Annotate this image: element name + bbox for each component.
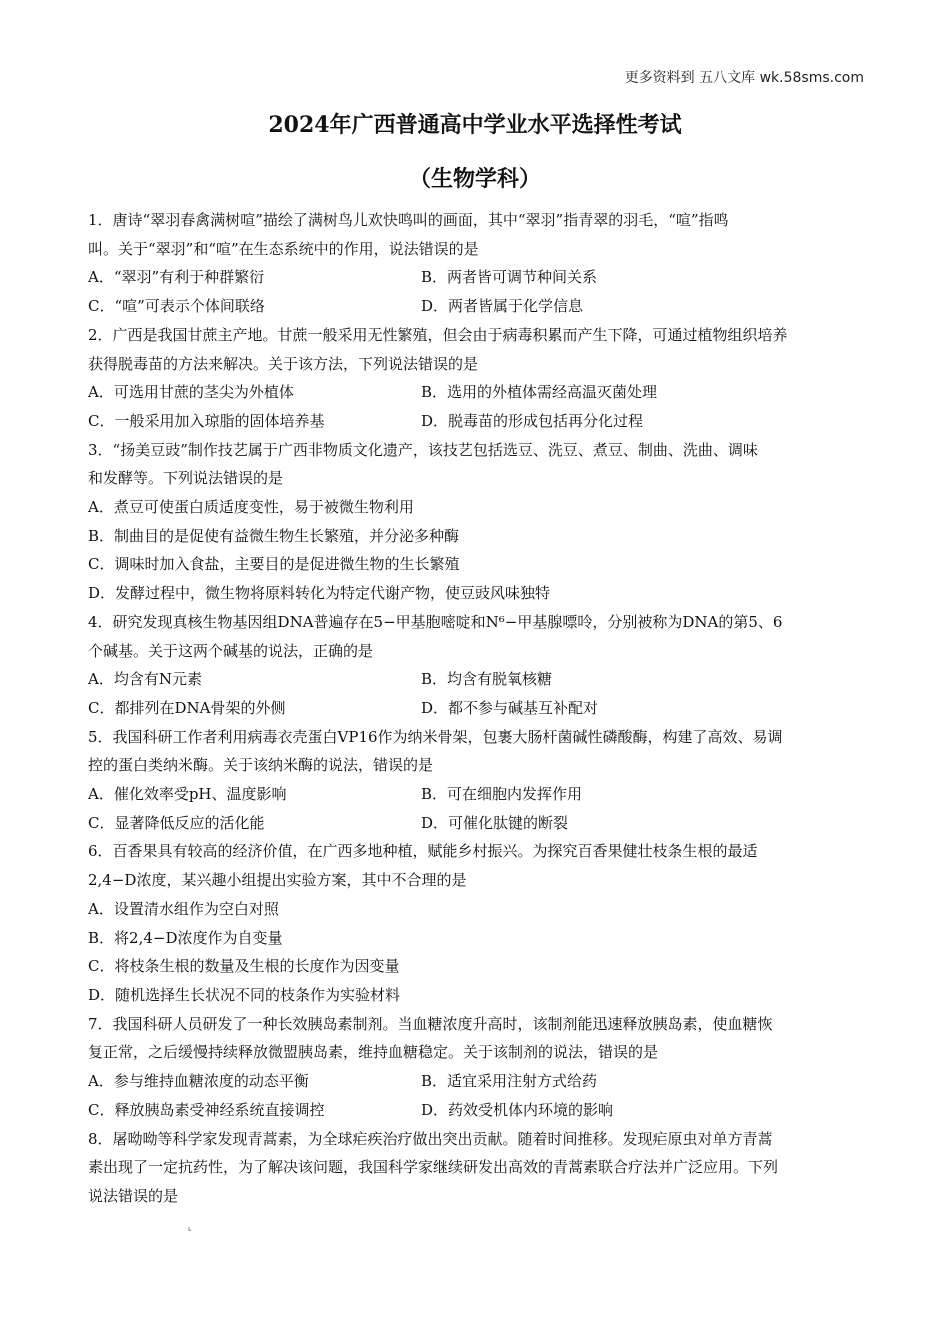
text-line: 7．我国科研人员研发了一种长效胰岛素制剂。当血糖浓度升高时，该制剂能迅速释放胰岛素，使血糖恢 [88,1014,773,1033]
text-line: B．制曲目的是促使有益微生物生长繁殖，并分泌多种酶 [88,526,460,545]
option-row [88,665,863,694]
page-title: 2024年广西普通高中学业水平选择性考试 [268,112,682,138]
page-subtitle: （生物学科） [408,166,541,192]
text-line: 叫。关于“翠羽”和“喧”在生态系统中的作用，说法错误的是 [88,239,479,258]
text-line: A．设置清水组作为空白对照 [88,899,279,918]
option-right: D．两者皆属于化学信息 [421,297,584,316]
text-line: C．调味时加入食盐，主要目的是促进微生物的生长繁殖 [88,555,460,574]
text-line: 控的蛋白类纳米酶。关于该纳米酶的说法，错误的是 [88,756,434,775]
text-line: 和发酵等。下列说法错误的是 [88,469,284,488]
option-right: D．都不参与碱基互补配对 [421,698,599,717]
text-line: 说法错误的是 [88,1186,179,1205]
option-row [88,1096,863,1125]
option-right: B．选用的外植体需经高温灭菌处理 [421,383,658,402]
option-row [88,780,863,809]
text-line: 素出现了一定抗药性，为了解决该问题，我国科学家继续研发出高效的青蒿素联合疗法并广泛应用。下列 [88,1158,779,1177]
option-right: D．脱毒苗的形成包括再分化过程 [421,411,644,430]
text-line: C．将枝条生根的数量及生根的长度作为因变量 [88,957,400,976]
option-left: C．都排列在DNA骨架的外侧 [88,698,286,717]
option-right: B．两者皆可调节种间关系 [421,268,598,287]
text-line: D．随机选择生长状况不同的枝条作为实验材料 [88,985,401,1004]
option-row [88,292,863,321]
option-left: C．一般采用加入琼脂的固体培养基 [88,411,325,430]
option-left: C．释放胰岛素受神经系统直接调控 [88,1100,325,1119]
option-row [88,263,863,292]
option-right: B．适宜采用注射方式给药 [421,1072,598,1091]
option-row [88,694,863,723]
option-left: A．均含有N元素 [88,670,202,689]
text-line: B．将2,4−D浓度作为自变量 [88,928,283,947]
text-line: 2,4−D浓度，某兴趣小组提出实验方案，其中不合理的是 [88,871,467,890]
option-right: D．可催化肽键的断裂 [421,813,569,832]
text-line: 4．研究发现真核生物基因组DNA普遍存在5−甲基胞嘧啶和N⁶−甲基腺嘌呤，分别被称为DNA的第5、6 [88,612,783,631]
option-row [88,1067,863,1096]
watermark: 更多资料到 五八文库 wk.58sms.com [624,70,864,86]
text-line: A．煮豆可使蛋白质适度变性，易于被微生物利用 [88,498,414,517]
text-line: 2．广西是我国甘蔗主产地。甘蔗一般采用无性繁殖，但会由于病毒积累而产生下降，可通过植物组织培养 [88,325,788,344]
text-line: 1．唐诗“翠羽春禽满树喧”描绘了满树鸟儿欢快鸣叫的画面，其中“翠羽”指青翠的羽毛，“喧”指鸣 [88,211,729,229]
text-line: 6．百香果具有较高的经济价值，在广西多地种植，赋能乡村振兴。为探究百香果健壮枝条生根的最适 [88,842,758,861]
option-left: A．催化效率受pH、温度影响 [88,785,287,804]
option-row [88,809,863,838]
option-left: C．显著降低反应的活化能 [88,813,265,832]
text-line: 8．屠呦呦等科学家发现青蒿素，为全球疟疾治疗做出突出贡献。随着时间推移。发现疟原虫对单方青蒿 [88,1129,773,1148]
option-right: D．药效受机体内环境的影响 [421,1100,614,1119]
text-line: 复正常，之后缓慢持续释放微盟胰岛素，维持血糖稳定。关于该制剂的说法，错误的是 [88,1043,659,1062]
text-line: 5．我国科研工作者利用病毒衣壳蛋白VP16作为纳米骨架，包裹大肠杆菌碱性磷酸酶，构建了高效、易调 [88,727,783,746]
text-line: 个碱基。关于这两个碱基的说法，正确的是 [88,641,374,660]
option-left: C．“喧”可表示个体间联络 [88,297,265,316]
option-right: B．均含有脱氧核糖 [421,670,553,689]
stray-mark: ь [188,1226,192,1233]
option-left: A．参与维持血糖浓度的动态平衡 [88,1072,309,1091]
text-line: 3．“扬美豆豉”制作技艺属于广西非物质文化遗产，该技艺包括选豆、洗豆、煮豆、制曲、洗曲、调味 [88,440,758,459]
option-row [88,378,863,407]
option-row [88,407,863,436]
option-right: B．可在细胞内发挥作用 [421,785,583,804]
question-body [88,206,863,1211]
option-left: A．可选用甘蔗的茎尖为外植体 [88,383,294,402]
option-left: A．“翠羽”有利于种群繁衍 [88,268,265,287]
text-line: D．发酵过程中，微生物将原料转化为特定代谢产物，使豆豉风味独特 [88,584,551,603]
text-line: 获得脱毒苗的方法来解决。关于该方法，下列说法错误的是 [88,354,479,373]
